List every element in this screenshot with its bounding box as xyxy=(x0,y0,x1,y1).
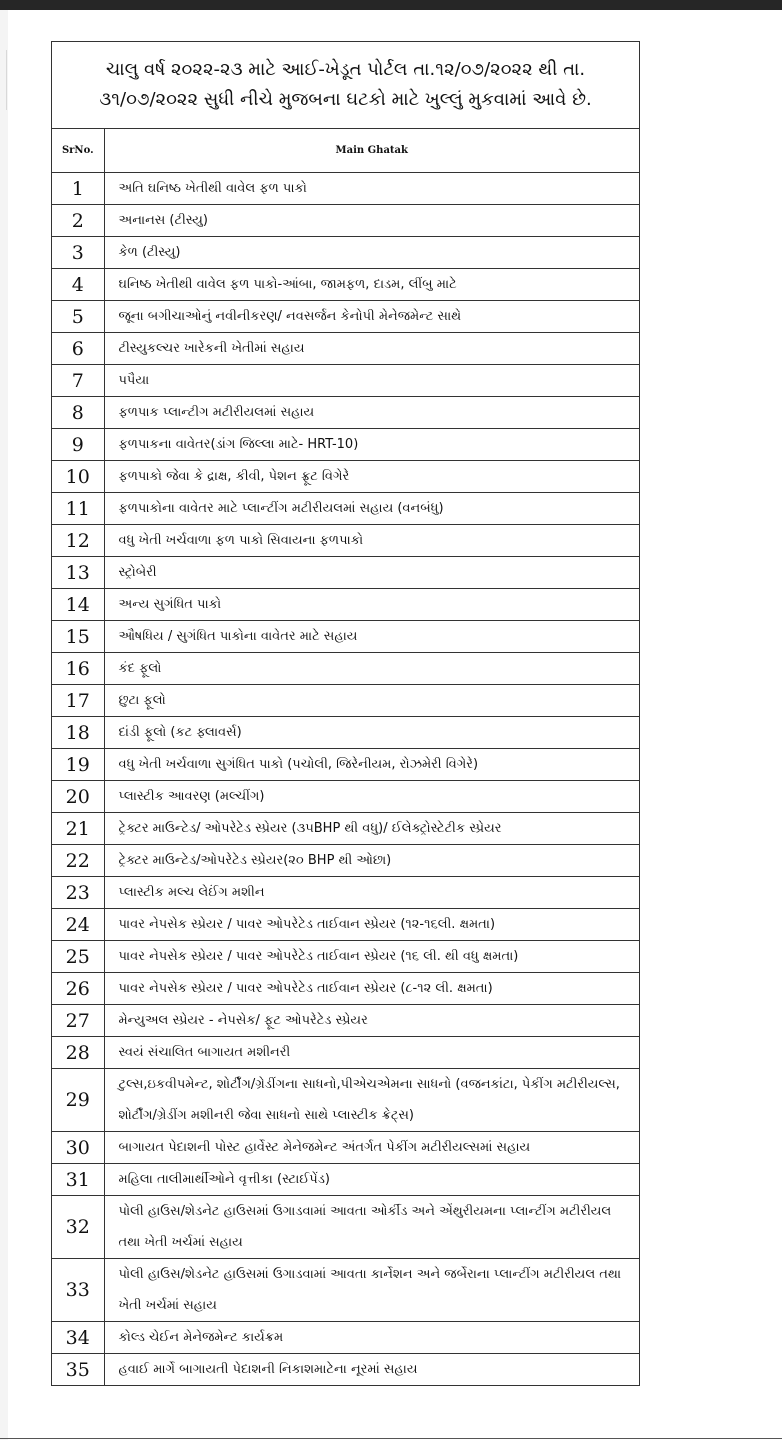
table-row xyxy=(52,1164,639,1196)
table-row xyxy=(52,397,639,429)
row-ghatak-text: ટ્રેક્ટર માઉન્ટેડ/ ઓપરેટેડ સ્પ્રેયર (૩૫BHP થી વધુ)/ ઈલેક્ટ્રોસ્ટેટીક સ્પ્રેયર xyxy=(104,813,639,845)
row-number: 29 xyxy=(52,1069,104,1132)
row-ghatak-text: પાવર નેપસેક સ્પ્રેયર / પાવર ઓપરેટેડ તાઈવાન સ્પ્રેયર (૮-૧૨ લી. ક્ષમતા) xyxy=(104,973,639,1005)
table-row xyxy=(52,717,639,749)
row-number: 9 xyxy=(52,429,104,461)
table-row xyxy=(52,1132,639,1164)
ghatak-table xyxy=(52,129,639,1385)
row-ghatak-text: અનાનસ (ટીસ્યુ) xyxy=(104,205,639,237)
row-ghatak-text: ફળપાક પ્લાન્ટીગ મટીરીયલમાં સહાય xyxy=(104,397,639,429)
table-body xyxy=(52,173,639,1386)
row-ghatak-text: દાંડી ફૂલો (કટ ફ્લાવર્સ) xyxy=(104,717,639,749)
row-number: 35 xyxy=(52,1354,104,1386)
row-number: 1 xyxy=(52,173,104,205)
row-ghatak-text: ઔષધિય / સુગંધિત પાકોના વાવેતર માટે સહાય xyxy=(104,621,639,653)
row-number: 27 xyxy=(52,1005,104,1037)
row-ghatak-text: પાવર નેપસેક સ્પ્રેયર / પાવર ઓપરેટેડ તાઈવાન સ્પ્રેયર (૧૨-૧૬લી. ક્ષમતા) xyxy=(104,909,639,941)
table-row xyxy=(52,845,639,877)
table-row xyxy=(52,973,639,1005)
row-ghatak-text: અન્ય સુગંધિત પાકો xyxy=(104,589,639,621)
row-ghatak-text: ફળપાકના વાવેતર(ડાંગ જિલ્લા માટે- HRT-10) xyxy=(104,429,639,461)
table-row xyxy=(52,269,639,301)
row-number: 14 xyxy=(52,589,104,621)
table-row xyxy=(52,621,639,653)
row-ghatak-text: બાગાયત પેદાશની પોસ્ટ હાર્વેસ્ટ મેનેજમેન્ટ અંતર્ગત પેકીંગ મટીરીયલ્સમાં સહાય xyxy=(104,1132,639,1164)
table-row xyxy=(52,237,639,269)
table-row xyxy=(52,941,639,973)
row-number: 21 xyxy=(52,813,104,845)
row-number: 7 xyxy=(52,365,104,397)
row-ghatak-text: ઘનિષ્ઠ ખેતીથી વાવેલ ફળ પાકો-આંબા, જામફળ, દાડમ, લીંબુ માટે xyxy=(104,269,639,301)
row-ghatak-text: વધુ ખેતી ખર્ચવાળા ફળ પાકો સિવાયના ફળપાકો xyxy=(104,525,639,557)
left-edge xyxy=(0,10,8,1440)
row-number: 5 xyxy=(52,301,104,333)
row-ghatak-text: ટ્રેક્ટર માઉન્ટેડ/ઓપરેટેડ સ્પ્રેયર(૨૦ BHP થી ઓછા) xyxy=(104,845,639,877)
table-row xyxy=(52,525,639,557)
row-number: 11 xyxy=(52,493,104,525)
row-number: 23 xyxy=(52,877,104,909)
table-row xyxy=(52,589,639,621)
row-number: 25 xyxy=(52,941,104,973)
table-row xyxy=(52,1322,639,1354)
table-row xyxy=(52,205,639,237)
table-row xyxy=(52,781,639,813)
row-number: 17 xyxy=(52,685,104,717)
table-row xyxy=(52,461,639,493)
row-number: 6 xyxy=(52,333,104,365)
table-header-row xyxy=(52,129,639,173)
bottom-divider xyxy=(0,1438,782,1439)
left-notch xyxy=(0,50,7,110)
row-ghatak-text: ટીસ્યુકલ્ચર ખારેકની ખેતીમાં સહાય xyxy=(104,333,639,365)
row-ghatak-text: કોલ્ડ ચેઈન મેનેજમેન્ટ કાર્યક્રમ xyxy=(104,1322,639,1354)
table-row xyxy=(52,1196,639,1259)
table-row xyxy=(52,1005,639,1037)
row-ghatak-text: ફળપાકોના વાવેતર માટે પ્લાન્ટીંગ મટીરીયલમાં સહાય (વનબંધુ) xyxy=(104,493,639,525)
table-row xyxy=(52,813,639,845)
row-ghatak-text: મેન્યુઅલ સ્પ્રેયર - નેપસેક/ ફૂટ ઓપરેટેડ સ્પ્રેયર xyxy=(104,1005,639,1037)
row-number: 31 xyxy=(52,1164,104,1196)
row-ghatak-text: હવાઈ માર્ગે બાગાયતી પેદાશની નિકાશમાટેના નૂરમાં સહાય xyxy=(104,1354,639,1386)
row-number: 16 xyxy=(52,653,104,685)
row-ghatak-text: પ્લાસ્ટીક મલ્ચ લેઈંગ મશીન xyxy=(104,877,639,909)
table-row xyxy=(52,365,639,397)
table-row xyxy=(52,1259,639,1322)
table-row xyxy=(52,1354,639,1386)
header-srno: SrNo. xyxy=(52,129,104,173)
table-row xyxy=(52,173,639,205)
row-number: 13 xyxy=(52,557,104,589)
row-number: 10 xyxy=(52,461,104,493)
top-bar xyxy=(0,0,782,10)
table-row xyxy=(52,333,639,365)
table-row xyxy=(52,653,639,685)
row-ghatak-text: ફળપાકો જેવા કે દ્રાક્ષ, કીવી, પેશન ફ્રૂટ વિગેરે xyxy=(104,461,639,493)
row-number: 26 xyxy=(52,973,104,1005)
row-number: 4 xyxy=(52,269,104,301)
row-ghatak-text: કેળ (ટીસ્યુ) xyxy=(104,237,639,269)
row-ghatak-text: પાવર નેપસેક સ્પ્રેયર / પાવર ઓપરેટેડ તાઈવાન સ્પ્રેયર (૧૬ લી. થી વધુ ક્ષમતા) xyxy=(104,941,639,973)
row-number: 20 xyxy=(52,781,104,813)
row-number: 15 xyxy=(52,621,104,653)
row-ghatak-text: ટુલ્સ,ઇકવીપમેન્ટ, શોર્ટીંગ/ગ્રેડીંગના સાધનો,પીએચએમના સાધનો (વજનકાંટા, પેકીંગ મટીરીયલ્સ, શોર્ટીંગ/ગ્રેડીંગ મશીનરી જેવા સાધનો સાથે પ્લાસ્ટીક ક્રેટ્સ) xyxy=(104,1069,639,1132)
row-number: 32 xyxy=(52,1196,104,1259)
row-number: 33 xyxy=(52,1259,104,1322)
row-number: 28 xyxy=(52,1037,104,1069)
row-number: 34 xyxy=(52,1322,104,1354)
row-ghatak-text: અતિ ઘનિષ્ઠ ખેતીથી વાવેલ ફળ પાકો xyxy=(104,173,639,205)
row-ghatak-text: પોલી હાઉસ/શેડનેટ હાઉસમાં ઉગાડવામાં આવતા કાર્નેશન અને જર્બેરાના પ્લાન્ટીંગ મટીરીયલ તથા ખેતી ખર્ચમાં સહાય xyxy=(104,1259,639,1322)
table-row xyxy=(52,1069,639,1132)
row-number: 22 xyxy=(52,845,104,877)
row-ghatak-text: જૂના બગીચાઓનું નવીનીકરણ/ નવસર્જન કેનોપી મેનેજમેન્ટ સાથે xyxy=(104,301,639,333)
document-frame xyxy=(51,41,640,1386)
row-number: 8 xyxy=(52,397,104,429)
row-ghatak-text: સ્ટ્રોબેરી xyxy=(104,557,639,589)
row-ghatak-text: પ્લાસ્ટીક આવરણ (મલ્ચીંગ) xyxy=(104,781,639,813)
table-row xyxy=(52,685,639,717)
table-row xyxy=(52,557,639,589)
row-number: 3 xyxy=(52,237,104,269)
table-row xyxy=(52,1037,639,1069)
row-ghatak-text: વધુ ખેતી ખર્ચવાળા સુગંધિત પાકો (પચોલી, જિરેનીયમ, રોઝમેરી વિગેરે) xyxy=(104,749,639,781)
row-number: 18 xyxy=(52,717,104,749)
table-row xyxy=(52,493,639,525)
row-ghatak-text: પપૈયા xyxy=(104,365,639,397)
row-number: 12 xyxy=(52,525,104,557)
row-number: 19 xyxy=(52,749,104,781)
row-ghatak-text: મહિલા તાલીમાર્થીઓને વૃત્તીકા (સ્ટાઈપેંડ) xyxy=(104,1164,639,1196)
table-row xyxy=(52,909,639,941)
row-number: 30 xyxy=(52,1132,104,1164)
row-ghatak-text: છુટા ફૂલો xyxy=(104,685,639,717)
row-ghatak-text: કંદ ફૂલો xyxy=(104,653,639,685)
table-row xyxy=(52,877,639,909)
row-number: 24 xyxy=(52,909,104,941)
table-row xyxy=(52,301,639,333)
header-main-ghatak: Main Ghatak xyxy=(104,129,639,173)
row-number: 2 xyxy=(52,205,104,237)
table-row xyxy=(52,429,639,461)
row-ghatak-text: સ્વયં સંચાલિત બાગાયત મશીનરી xyxy=(104,1037,639,1069)
document-title: ચાલુ વર્ષ ૨૦૨૨-૨૩ માટે આઈ-ખેડૂત પોર્ટલ તા.૧૨/૦૭/૨૦૨૨ થી તા. ૩૧/૦૭/૨૦૨૨ સુધી નીચે મુજબના ઘટકો માટે ખુલ્લું મુકવામાં આવે છે. xyxy=(52,42,639,129)
table-row xyxy=(52,749,639,781)
row-ghatak-text: પોલી હાઉસ/શેડનેટ હાઉસમાં ઉગાડવામાં આવતા ઓર્કીડ અને એંથુરીયમના પ્લાન્ટીંગ મટીરીયલ તથા ખેતી ખર્ચમાં સહાય xyxy=(104,1196,639,1259)
